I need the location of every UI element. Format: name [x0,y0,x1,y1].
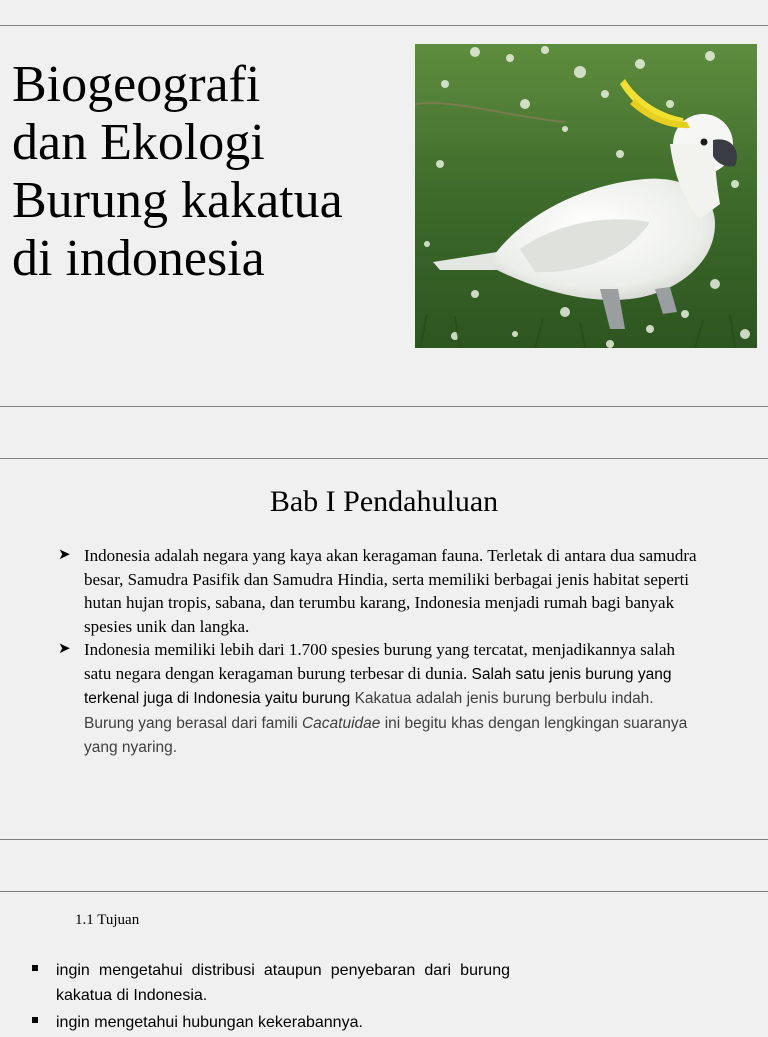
list-item [30,958,510,1008]
list-item [30,1010,510,1035]
goal-list [30,958,510,1037]
divider-slide2-bottom [0,839,768,840]
title-line: dan Ekologi [12,114,265,171]
bullet-text-sans: Salah satu jenis burung yang terkenal juga di Indonesia yaitu burung [84,665,672,707]
chapter-heading: Bab I Pendahuluan [269,485,499,518]
family-name: Cacatuidae [301,714,381,732]
cockatoo-illustration [415,44,757,348]
slide-title [12,56,412,288]
divider-slide3-top [0,891,768,892]
arrow-bullet-icon: ➤ [58,641,71,657]
title-line: di indonesia [12,230,265,287]
bullet-text: Indonesia adalah negara yang kaya akan keragaman fauna. Terletak di antara dua samudra besar, Samudra Pasifik dan Samudra Hindia, serta memiliki berbagai jenis habitat seperti hutan hujan tropis, sabana, dan terumbu karang, Indonesia menjadi rumah bagi banyak spesies unik dan langka. [84,546,697,636]
bullet-text-gray: ini begitu khas dengan lengkingan suaranya yang nyaring. [84,714,688,756]
divider-slide1-bottom [0,406,768,407]
arrow-bullet-icon: ➤ [58,547,71,563]
square-bullet-icon [32,965,38,971]
goal-text: ingin mengetahui hubungan kekerabannya. [56,1014,363,1031]
list-item [58,638,698,760]
title-line: Biogeografi [12,56,261,113]
intro-bullet-list [58,544,698,760]
square-bullet-icon [32,1017,38,1023]
divider-top [0,25,768,26]
list-item [58,544,698,638]
bullet-text-gray: Kakatua adalah jenis burung berbulu indah. Burung yang berasal dari famili [84,690,654,732]
title-line: Burung kakatua [12,172,343,229]
goal-text: ingin mengetahui distribusi ataupun penyebaran dari burung kakatua di Indonesia. [56,962,510,1004]
cockatoo-photo [415,44,757,348]
divider-slide2-top [0,458,768,459]
section-subheading: 1.1 Tujuan [75,912,140,928]
bullet-text: Indonesia memiliki lebih dari 1.700 spesies burung yang tercatat, menjadikannya salah satu negara dengan keragaman burung terbesar di dunia. [84,640,676,683]
